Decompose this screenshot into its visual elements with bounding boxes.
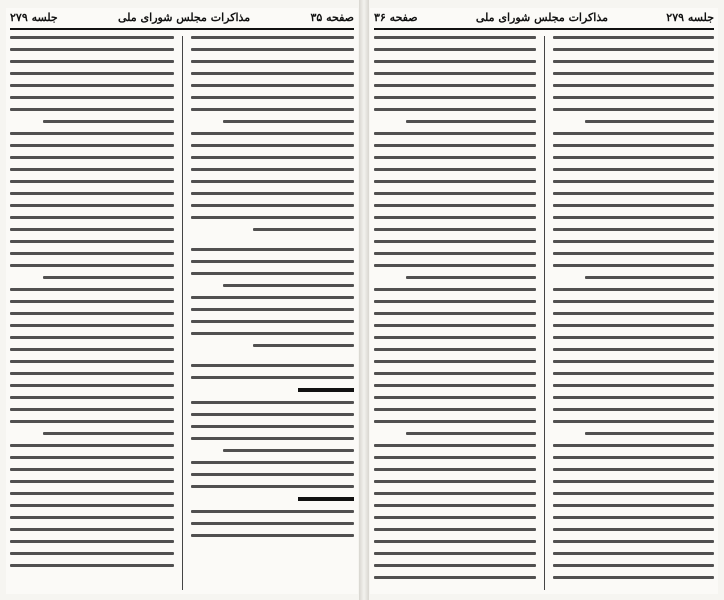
text-line (374, 528, 536, 531)
text-line (10, 324, 174, 327)
text-line (374, 396, 536, 399)
text-line (553, 444, 715, 447)
text-line (191, 168, 355, 171)
text-line (191, 272, 355, 275)
text-line (374, 156, 536, 159)
text-line (10, 408, 174, 411)
text-line (191, 72, 355, 75)
text-line (10, 492, 174, 495)
text-line (553, 156, 715, 159)
text-line (223, 120, 354, 123)
text-line (10, 264, 174, 267)
right-page-column-left (374, 36, 536, 590)
text-line (191, 180, 355, 183)
text-line (374, 108, 536, 111)
text-line (253, 344, 354, 347)
text-line (191, 84, 355, 87)
text-line (191, 48, 355, 51)
paragraph-gap (191, 356, 355, 364)
text-line (374, 480, 536, 483)
text-line (553, 516, 715, 519)
text-line (374, 72, 536, 75)
text-line (553, 468, 715, 471)
text-line (553, 216, 715, 219)
text-line (553, 492, 715, 495)
text-line (10, 564, 174, 567)
text-line (553, 564, 715, 567)
right-page-columns (374, 36, 714, 590)
text-line (374, 504, 536, 507)
text-line (553, 576, 715, 579)
text-line (553, 180, 715, 183)
text-line (374, 60, 536, 63)
text-line (10, 84, 174, 87)
text-line (553, 336, 715, 339)
text-line (191, 108, 355, 111)
right-page-number: صفحه ۳۶ (374, 10, 418, 24)
left-page (6, 8, 358, 594)
text-line (10, 180, 174, 183)
text-line (553, 144, 715, 147)
paragraph-gap (191, 240, 355, 248)
text-line (553, 240, 715, 243)
text-line (191, 60, 355, 63)
text-line (10, 108, 174, 111)
text-line (10, 288, 174, 291)
text-line (374, 132, 536, 135)
right-page-column-right (553, 36, 715, 590)
text-line (553, 264, 715, 267)
text-line (191, 510, 355, 513)
text-line (10, 372, 174, 375)
speaker-label (298, 497, 354, 501)
text-line (553, 324, 715, 327)
text-line (374, 216, 536, 219)
text-line (553, 168, 715, 171)
right-page (370, 8, 718, 594)
text-line (10, 192, 174, 195)
text-line (10, 252, 174, 255)
text-line (10, 456, 174, 459)
left-page-column-right (191, 36, 355, 590)
text-line (374, 456, 536, 459)
text-line (374, 192, 536, 195)
right-page-session: جلسه ۲۷۹ (666, 10, 714, 24)
text-line (374, 84, 536, 87)
text-line (374, 36, 536, 39)
text-line (553, 312, 715, 315)
text-line (374, 240, 536, 243)
text-line (374, 492, 536, 495)
text-line (374, 204, 536, 207)
text-line (191, 425, 355, 428)
text-line (10, 336, 174, 339)
text-line (43, 120, 174, 123)
text-line (374, 540, 536, 543)
text-line (10, 480, 174, 483)
text-line (10, 384, 174, 387)
text-line (553, 372, 715, 375)
text-line (10, 300, 174, 303)
text-line (374, 324, 536, 327)
text-line (553, 360, 715, 363)
text-line (374, 288, 536, 291)
left-page-title: مذاکرات مجلس شورای ملی (118, 10, 251, 24)
text-line (374, 384, 536, 387)
text-line (553, 84, 715, 87)
text-line (191, 216, 355, 219)
text-line (191, 156, 355, 159)
right-column-divider (544, 36, 545, 590)
text-line (553, 480, 715, 483)
text-line (553, 528, 715, 531)
text-line (406, 432, 535, 435)
text-line (191, 332, 355, 335)
text-line (10, 168, 174, 171)
text-line (191, 320, 355, 323)
left-page-columns (10, 36, 354, 590)
speaker-label (298, 388, 354, 392)
text-line (10, 396, 174, 399)
text-line (553, 348, 715, 351)
text-line (10, 420, 174, 423)
text-line (191, 144, 355, 147)
text-line (374, 468, 536, 471)
text-line (374, 144, 536, 147)
text-line (553, 48, 715, 51)
text-line (191, 96, 355, 99)
text-line (191, 473, 355, 476)
text-line (374, 564, 536, 567)
text-line (191, 461, 355, 464)
text-line (10, 72, 174, 75)
text-line (10, 96, 174, 99)
text-line (374, 372, 536, 375)
text-line (10, 36, 174, 39)
text-line (374, 420, 536, 423)
text-line (191, 260, 355, 263)
text-line (191, 36, 355, 39)
text-line (10, 48, 174, 51)
text-line (553, 36, 715, 39)
text-line (553, 72, 715, 75)
left-page-session: جلسه ۲۷۹ (10, 10, 58, 24)
text-line (374, 552, 536, 555)
text-line (10, 240, 174, 243)
right-header-rule (374, 28, 714, 30)
text-line (374, 336, 536, 339)
text-line (374, 48, 536, 51)
text-line (585, 276, 714, 279)
text-line (10, 552, 174, 555)
text-line (10, 204, 174, 207)
text-line (10, 468, 174, 471)
text-line (553, 96, 715, 99)
text-line (553, 228, 715, 231)
text-line (374, 168, 536, 171)
text-line (585, 432, 714, 435)
text-line (553, 60, 715, 63)
text-line (374, 516, 536, 519)
text-line (10, 132, 174, 135)
text-line (553, 132, 715, 135)
text-line (374, 252, 536, 255)
text-line (553, 408, 715, 411)
text-line (553, 288, 715, 291)
text-line (374, 312, 536, 315)
right-page-title: مذاکرات مجلس شورای ملی (475, 10, 609, 24)
text-line (10, 348, 174, 351)
text-line (43, 276, 174, 279)
text-line (43, 432, 174, 435)
text-line (10, 516, 174, 519)
text-line (10, 144, 174, 147)
text-line (374, 300, 536, 303)
text-line (553, 192, 715, 195)
text-line (191, 308, 355, 311)
text-line (10, 228, 174, 231)
text-line (191, 364, 355, 367)
text-line (585, 120, 714, 123)
right-page-header (374, 8, 714, 26)
text-line (553, 552, 715, 555)
text-line (406, 120, 535, 123)
text-line (553, 540, 715, 543)
text-line (191, 296, 355, 299)
text-line (191, 437, 355, 440)
text-line (10, 360, 174, 363)
text-line (253, 228, 354, 231)
text-line (553, 396, 715, 399)
text-line (10, 444, 174, 447)
text-line (191, 204, 355, 207)
text-line (553, 252, 715, 255)
text-line (553, 420, 715, 423)
text-line (191, 132, 355, 135)
text-line (374, 180, 536, 183)
text-line (191, 192, 355, 195)
text-line (374, 228, 536, 231)
text-line (374, 576, 536, 579)
text-line (191, 376, 355, 379)
text-line (223, 449, 354, 452)
text-line (191, 522, 355, 525)
left-header-rule (10, 28, 354, 30)
left-page-header (10, 8, 354, 26)
text-line (191, 485, 355, 488)
text-line (191, 401, 355, 404)
text-line (553, 108, 715, 111)
book-gutter (359, 0, 369, 600)
text-line (374, 96, 536, 99)
text-line (553, 384, 715, 387)
text-line (10, 156, 174, 159)
text-line (406, 276, 535, 279)
text-line (10, 504, 174, 507)
text-line (10, 312, 174, 315)
text-line (374, 348, 536, 351)
text-line (10, 216, 174, 219)
text-line (553, 204, 715, 207)
text-line (374, 264, 536, 267)
left-page-column-left (10, 36, 174, 590)
text-line (553, 456, 715, 459)
text-line (374, 408, 536, 411)
text-line (10, 60, 174, 63)
text-line (223, 284, 354, 287)
text-line (374, 444, 536, 447)
left-page-number: صفحه ۳۵ (310, 10, 354, 24)
text-line (374, 360, 536, 363)
left-column-divider (182, 36, 183, 590)
text-line (10, 528, 174, 531)
text-line (191, 413, 355, 416)
text-line (553, 300, 715, 303)
text-line (553, 504, 715, 507)
text-line (191, 534, 355, 537)
text-line (191, 248, 355, 251)
text-line (10, 540, 174, 543)
